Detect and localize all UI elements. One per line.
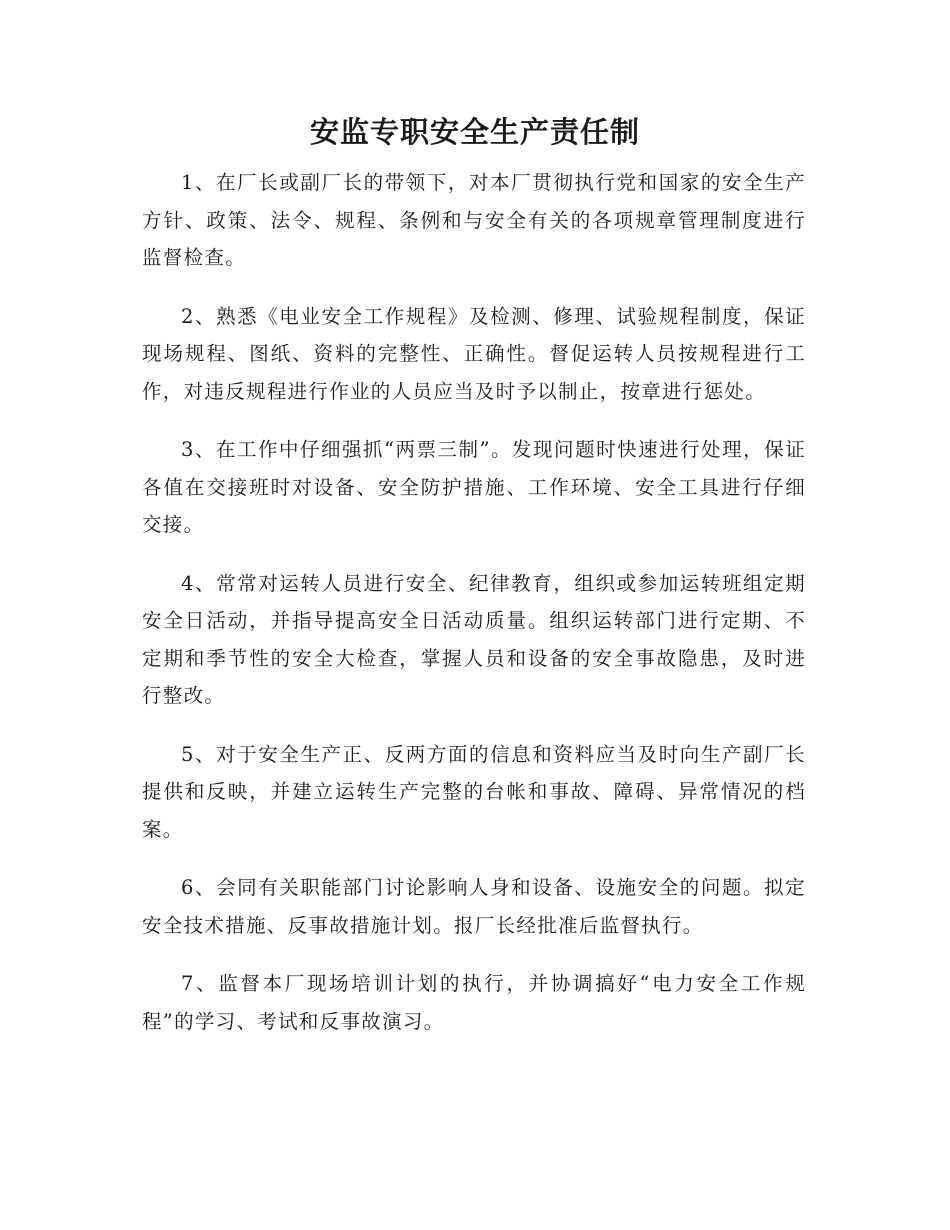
paragraph-1: 1、在厂长或副厂长的带领下，对本厂贯彻执行党和国家的安全生产方针、政策、法令、规程、条例和与安全有关的各项规章管理制度进行监督检查。 xyxy=(142,171,806,269)
paragraph-2: 2、熟悉《电业安全工作规程》及检测、修理、试验规程制度，保证现场规程、图纸、资料的完整性、正确性。督促运转人员按规程进行工作，对违反规程进行作业的人员应当及时予以制止，按章进行惩处。 xyxy=(142,304,806,403)
document-body xyxy=(142,164,806,1061)
paragraph-6: 6、会同有关职能部门讨论影响人身和设备、设施安全的问题。拟定安全技术措施、反事故措施计划。报厂长经批准后监督执行。 xyxy=(142,876,806,937)
paragraph-3: 3、在工作中仔细强抓“两票三制”。发现问题时快速进行处理，保证各值在交接班时对设备、安全防护措施、工作环境、安全工具进行仔细交接。 xyxy=(142,438,806,536)
document-title: 安监专职安全生产责任制 xyxy=(309,115,640,149)
paragraph-4: 4、常常对运转人员进行安全、纪律教育，组织或参加运转班组定期安全日活动，并指导提高安全日活动质量。组织运转部门进行定期、不定期和季节性的安全大检查，掌握人员和设备的安全事故隐患，及时进行整改。 xyxy=(142,571,806,707)
paragraph-7: 7、监督本厂现场培训计划的执行，并协调搞好“电力安全工作规程”的学习、考试和反事故演习。 xyxy=(142,972,806,1033)
paragraph-5: 5、对于安全生产正、反两方面的信息和资料应当及时向生产副厂长提供和反映，并建立运转生产完整的台帐和事故、障碍、异常情况的档案。 xyxy=(142,742,806,841)
